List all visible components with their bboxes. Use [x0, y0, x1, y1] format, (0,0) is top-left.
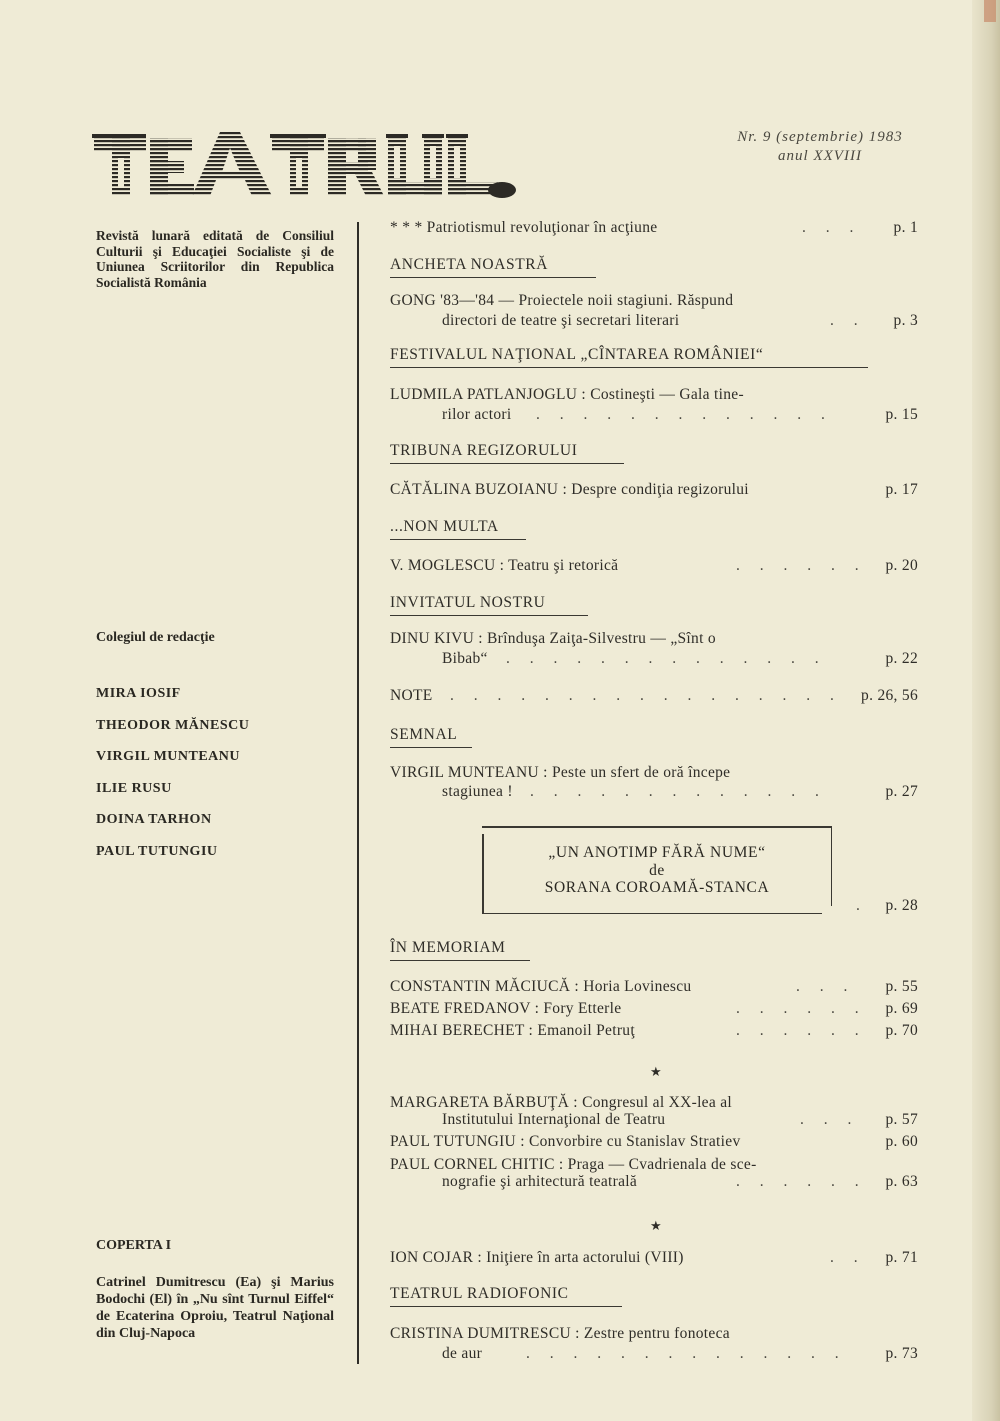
column-divider	[357, 222, 359, 1364]
toc-entry-title: CRISTINA DUMITRESCU : Zestre pentru fonoteca	[390, 1325, 730, 1342]
teatrul-logo	[92, 128, 518, 202]
toc-entry	[390, 219, 922, 239]
toc-entry-page: p. 22	[885, 650, 918, 667]
play-author: SORANA COROAMĂ-STANCA	[544, 879, 770, 896]
toc-entry-title-cont: directori de teatre şi secretari literari	[442, 312, 680, 329]
section-heading	[390, 256, 548, 274]
toc-entry-continuation	[390, 1173, 922, 1193]
toc-entry-title-cont: stagiunea !	[442, 783, 513, 800]
toc-entry	[390, 481, 922, 501]
toc-entry-title: ION COJAR : Iniţiere în arta actorului (VIII)	[390, 1249, 684, 1266]
issue-info	[700, 128, 940, 166]
publisher-note: Revistă lunară editată de Consiliul Culturii şi Educaţiei Socialiste şi de Uniunea Scriitorilor din Republica Socialistă România	[96, 228, 334, 290]
toc-entry-page: p. 27	[885, 783, 918, 800]
section-heading	[390, 939, 506, 957]
toc-entry-page: p. 3	[893, 312, 918, 329]
section-heading	[390, 346, 763, 364]
toc-entry-title: MARGARETA BĂRBUŢĂ : Congresul al XX-lea al	[390, 1094, 732, 1111]
section-heading-label: FESTIVALUL NAŢIONAL „CÎNTAREA ROMÂNIEI“	[390, 346, 764, 363]
toc-entry-title: V. MOGLESCU : Teatru şi retorică	[390, 557, 619, 574]
play-title-box	[482, 826, 832, 914]
page-edge	[972, 0, 1000, 1421]
toc-entry-continuation	[390, 650, 922, 670]
section-underline	[390, 539, 526, 541]
dot-leader: . . . . . . . . . . . . . .	[526, 1345, 847, 1362]
toc-entry-continuation	[390, 406, 922, 426]
toc-entry-continuation	[390, 1111, 922, 1131]
toc-entry-continuation	[390, 1345, 922, 1365]
section-underline	[390, 1306, 622, 1308]
section-heading	[390, 442, 578, 460]
toc-entry-page: p. 70	[885, 1022, 918, 1039]
toc-entry-title: NOTE	[390, 687, 433, 704]
dot-leader: . . . . . . . . . . . . . .	[506, 650, 827, 667]
toc-entry	[390, 557, 922, 577]
toc-entry	[390, 1325, 922, 1345]
toc-entry	[390, 978, 922, 998]
box-border-bottom	[482, 913, 822, 915]
toc-entry-title: MIHAI BERECHET : Emanoil Petruţ	[390, 1022, 635, 1039]
dot-leader: . . . . . .	[736, 1000, 867, 1017]
section-heading-label: SEMNAL	[390, 726, 458, 743]
toc-entry	[390, 1249, 922, 1269]
editorial-board-list	[96, 686, 249, 875]
section-underline	[390, 367, 868, 369]
section-heading-label: ANCHETA NOASTRĂ	[390, 256, 549, 273]
dot-leader: . . .	[802, 219, 862, 236]
dot-leader: . . . . . .	[736, 1173, 867, 1190]
edge-tab	[984, 0, 996, 22]
toc-entry-title: DINU KIVU : Brînduşa Zaiţa-Silvestru — „Sînt o	[390, 630, 716, 647]
play-title: „UN ANOTIMP FĂRĂ NUME“	[548, 844, 766, 861]
dot-leader: . . .	[796, 978, 856, 995]
section-underline	[390, 615, 588, 617]
toc-entry	[390, 1000, 922, 1020]
toc-entry-page: p. 1	[893, 219, 918, 236]
box-border-top	[482, 826, 832, 828]
toc-entry	[390, 1022, 922, 1042]
toc-entry-title-cont: de aur	[442, 1345, 483, 1362]
section-heading	[390, 518, 499, 536]
section-underline	[390, 960, 530, 962]
toc-entry-page: p. 55	[885, 978, 918, 995]
toc-entry-title: * * * Patriotismul revoluţionar în acţiune	[390, 219, 658, 236]
editor-name: MIRA IOSIF	[96, 686, 181, 701]
editor-name: ILIE RUSU	[96, 780, 172, 796]
toc-entry-title: CONSTANTIN MĂCIUCĂ : Horia Lovinescu	[390, 978, 692, 995]
toc-entry-page: p. 57	[885, 1111, 918, 1128]
toc-entry-page: p. 69	[885, 1000, 918, 1017]
section-heading	[390, 1285, 569, 1303]
toc-entry-title: GONG '83—'84 — Proiectele noii stagiuni. Răspund	[390, 292, 734, 309]
toc-entry-title-cont: nografie şi arhitectură teatrală	[442, 1173, 638, 1190]
cover-heading: COPERTA I	[96, 1238, 172, 1253]
toc-entry-continuation	[390, 312, 922, 332]
dot-leader: . . . . . . . . . . . . .	[536, 406, 833, 423]
section-underline	[390, 277, 596, 279]
toc-entry-page: p. 60	[885, 1133, 918, 1150]
section-heading-label: TEATRUL RADIOFONIC	[390, 1285, 569, 1302]
toc-entry-title: VIRGIL MUNTEANU : Peste un sfert de oră începe	[390, 764, 731, 781]
toc-entry-title-cont: Institutului Internaţional de Teatru	[442, 1111, 666, 1128]
toc-entry-title: PAUL CORNEL CHITIC : Praga — Cvadrienala de sce-	[390, 1156, 757, 1173]
editor-name: DOINA TARHON	[96, 812, 212, 827]
toc-entry-page: p. 73	[885, 1345, 918, 1362]
dot-leader: . . . . . . . . . . . . .	[530, 783, 827, 800]
toc-entry-title: CĂTĂLINA BUZOIANU : Despre condiţia regizorului	[390, 481, 749, 498]
section-heading-label: TRIBUNA REGIZORULUI	[390, 442, 578, 459]
toc-entry-page: p. 28	[885, 897, 918, 914]
star-separator-icon: ★	[650, 1218, 662, 1233]
toc-entry	[390, 630, 922, 650]
editorial-board-heading: Colegiul de redacţie	[96, 630, 215, 645]
toc-entry	[390, 386, 922, 406]
toc-entry	[390, 764, 922, 784]
section-heading-label: INVITATUL NOSTRU	[390, 594, 546, 611]
section-underline	[390, 747, 472, 749]
toc-entry-page: p. 71	[885, 1249, 918, 1266]
toc-entry	[390, 292, 922, 312]
section-heading-label: ÎN MEMORIAM	[390, 939, 506, 956]
dot-leader: . . . . . . . . . . . . . . . . .	[450, 687, 842, 704]
toc-entry	[390, 687, 922, 707]
dot-leader: . . .	[800, 1111, 860, 1128]
dot-leader: . .	[830, 1249, 866, 1266]
dot-leader: . . . . . .	[736, 557, 867, 574]
issue-number: Nr. 9 (septembrie) 1983	[737, 129, 903, 145]
toc-entry-title: LUDMILA PATLANJOGLU : Costineşti — Gala tine-	[390, 386, 744, 403]
editor-name: VIRGIL MUNTEANU	[96, 749, 241, 764]
toc-entry-page: p. 26, 56	[861, 687, 918, 704]
section-heading-label: ...NON MULTA	[390, 518, 499, 535]
toc-entry-title-cont: rilor actori	[442, 406, 512, 423]
dot-leader: . . . . . .	[736, 1022, 867, 1039]
toc-entry-page: p. 63	[885, 1173, 918, 1190]
section-heading	[390, 594, 545, 612]
editor-name: THEODOR MĂNESCU	[96, 717, 250, 733]
editor-name: PAUL TUTUNGIU	[96, 843, 218, 859]
dot-leader: .	[856, 897, 868, 914]
toc-entry-continuation	[390, 783, 922, 803]
toc-entry-title: BEATE FREDANOV : Fory Etterle	[390, 1000, 622, 1017]
section-underline	[390, 463, 624, 465]
toc-entry-title: PAUL TUTUNGIU : Convorbire cu Stanislav Stratiev	[390, 1133, 741, 1150]
toc-entry-page: p. 15	[885, 406, 918, 423]
cover-caption: Catrinel Dumitrescu (Ea) şi Marius Bodochi (El) în „Nu sînt Turnul Eiffel“ de Ecaterina Oproiu, Teatrul Naţional din Cluj-Napoca	[96, 1275, 334, 1341]
toc-entry-title-cont: Bibab“	[442, 650, 488, 667]
star-separator-icon: ★	[650, 1064, 662, 1079]
issue-year: anul XXVIII	[778, 148, 862, 164]
toc-entry-page: p. 17	[885, 481, 918, 498]
toc-entry	[390, 1133, 922, 1153]
toc-entry-page: p. 20	[885, 557, 918, 574]
play-by: de	[649, 862, 665, 879]
section-heading	[390, 726, 457, 744]
dot-leader: . .	[830, 312, 866, 329]
